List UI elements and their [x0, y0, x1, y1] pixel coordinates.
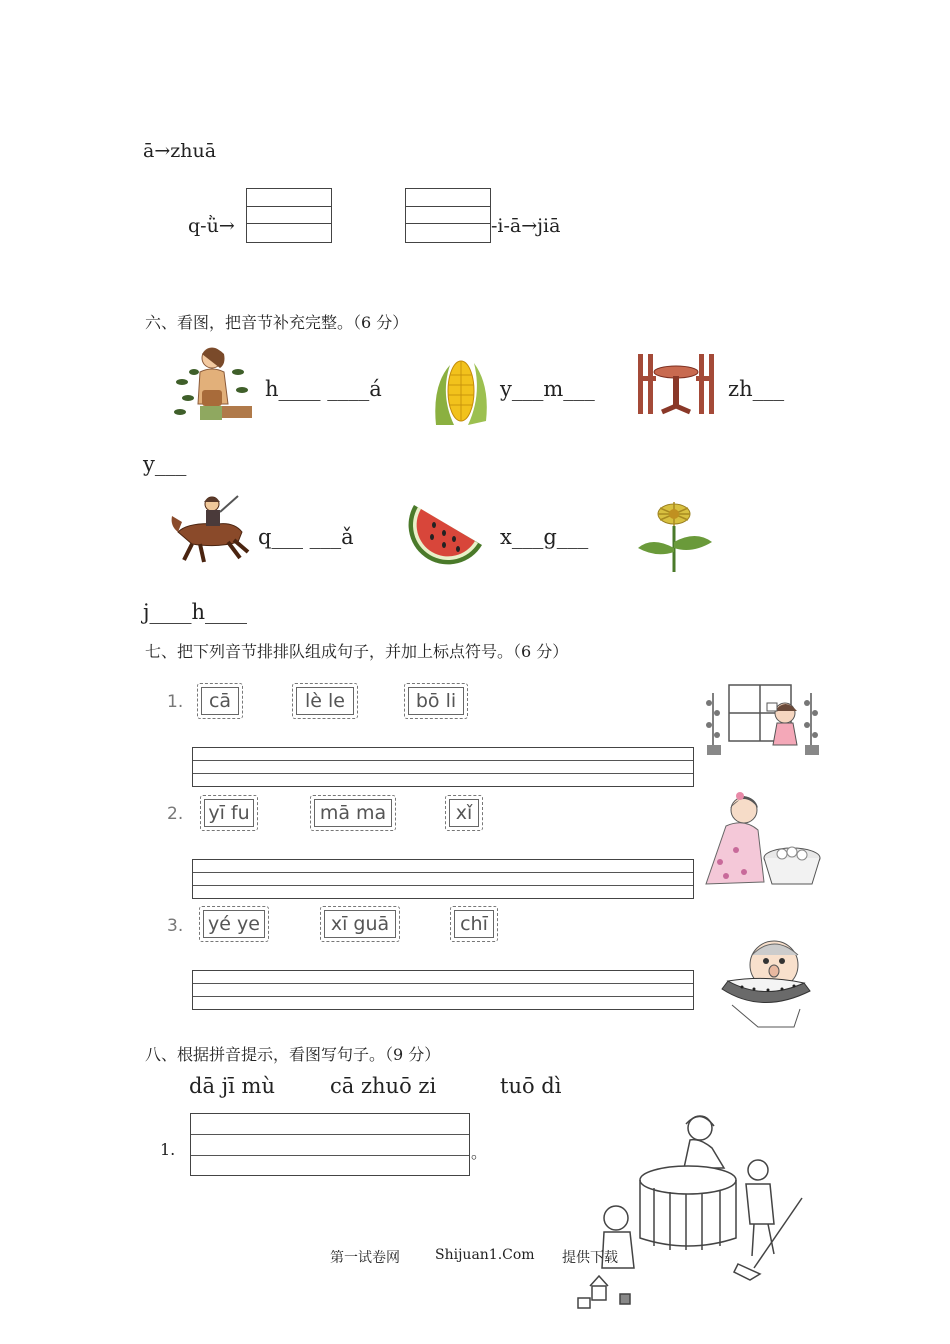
- syllable-card[interactable]: chī: [450, 906, 498, 942]
- pinyin-jia-suffix: -i-ā→jiā: [491, 215, 561, 237]
- girl-picking-tea-icon: [172, 342, 256, 430]
- syllable-blank-4[interactable]: q___ ___ǎ: [258, 525, 354, 549]
- syllable-blank-6[interactable]: j____h____: [143, 600, 248, 624]
- pinyin-hint-1: dā jī mù: [189, 1074, 275, 1098]
- pinyin-hint-3: tuō dì: [500, 1074, 562, 1098]
- syllable-card[interactable]: xī guā: [320, 906, 400, 942]
- syllable-card[interactable]: xǐ: [445, 795, 483, 831]
- pinyin-qu-prefix: q-ǜ→: [188, 215, 235, 237]
- pinyin-hint-2: cā zhuō zi: [330, 1074, 437, 1098]
- syllable-card[interactable]: yé ye: [199, 906, 269, 942]
- girl-cleaning-window-icon: [703, 683, 823, 763]
- syllable-blank-5[interactable]: x___g___: [500, 525, 589, 549]
- section7-heading: 七、把下列音节排排队组成句子，并加上标点符号。（6 分）: [145, 642, 569, 661]
- table-chairs-icon: [634, 350, 718, 422]
- pinyin-writing-grid-1[interactable]: [246, 188, 332, 243]
- sentence-writing-lines-3[interactable]: [192, 970, 694, 1010]
- syllable-card[interactable]: mā ma: [310, 795, 396, 831]
- watermelon-icon: [410, 495, 486, 569]
- syllable-blank-3[interactable]: zh___: [728, 377, 785, 401]
- sentence-number-1: 1.: [167, 692, 184, 712]
- period-mark: 。: [471, 1143, 488, 1162]
- footer-provide-download: 提供下载: [562, 1250, 618, 1266]
- grandpa-eating-watermelon-icon: [718, 935, 814, 1035]
- chrysanthemum-icon: [632, 492, 716, 576]
- footer-site-en[interactable]: Shijuan1.Com: [435, 1247, 535, 1263]
- sentence-number-2: 2.: [167, 804, 184, 824]
- syllable-blank-3-continued[interactable]: y___: [143, 452, 187, 476]
- horse-rider-icon: [168, 492, 252, 570]
- footer-site-cn: 第一试卷网: [330, 1250, 400, 1266]
- syllable-card[interactable]: yī fu: [200, 795, 258, 831]
- syllable-blank-1[interactable]: h____ ____á: [265, 377, 382, 401]
- sentence-writing-lines-2[interactable]: [192, 859, 694, 899]
- sentence-writing-lines-1[interactable]: [192, 747, 694, 787]
- corn-icon: [428, 355, 494, 431]
- syllable-blank-2[interactable]: y___m___: [500, 377, 595, 401]
- sentence-number-8-1: 1.: [160, 1140, 176, 1159]
- section8-heading: 八、根据拼音提示，看图写句子。（9 分）: [145, 1045, 441, 1064]
- syllable-card[interactable]: bō li: [404, 683, 468, 719]
- syllable-card[interactable]: lè le: [292, 683, 358, 719]
- pinyin-line-zhua: ā→zhuā: [143, 140, 217, 162]
- pinyin-writing-grid-2[interactable]: [405, 188, 491, 243]
- girl-washing-clothes-icon: [700, 790, 824, 894]
- family-cleaning-icon: [574, 1108, 810, 1324]
- syllable-card[interactable]: cā: [197, 683, 243, 719]
- sentence-number-3: 3.: [167, 916, 184, 936]
- section6-heading: 六、看图，把音节补充完整。（6 分）: [145, 313, 409, 332]
- sentence-writing-box[interactable]: [190, 1113, 470, 1176]
